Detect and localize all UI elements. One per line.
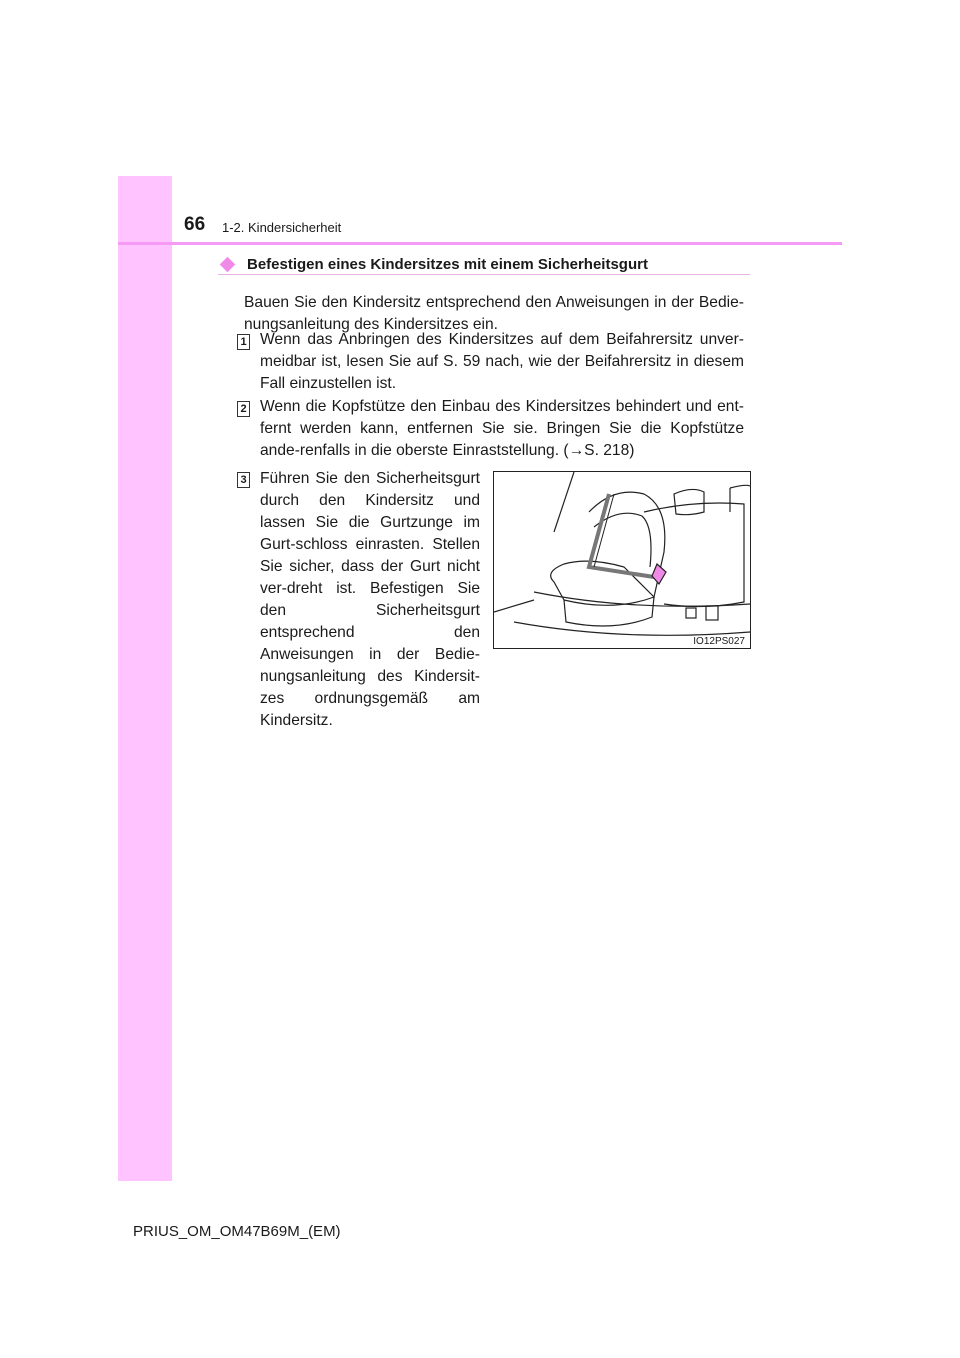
step-number-1: 1 (237, 334, 250, 350)
step-text-3: Führen Sie den Sicherheitsgurt durch den Kindersitz und lassen Sie die Gurtzunge im Gurt-schloss einrasten. Stellen Sie sicher, dass der Gurt nicht ver-dreht ist. Befestigen Sie den Sicherheitsgurt entsprechend den Anweisungen in der Bedie-nungsanleitung des Kindersit-zes ordnungsgemäß am Kindersitz. (260, 470, 480, 729)
page-number: 66 (184, 214, 206, 235)
chapter-title: 1-2. Kindersicherheit (222, 220, 342, 235)
child-seat-drawing (494, 472, 750, 648)
footer-doc-id: PRIUS_OM_OM47B69M_(EM) (133, 1223, 341, 1240)
child-seat-illustration (493, 471, 751, 649)
header-divider (118, 242, 842, 245)
step-number-2: 2 (237, 401, 250, 417)
page-side-tab (118, 176, 172, 1181)
section-heading (218, 254, 750, 275)
step-number-3: 3 (237, 472, 250, 488)
diamond-bullet-icon (220, 256, 236, 272)
intro-paragraph: Bauen Sie den Kindersitz entsprechend den Anweisungen in der Bedie-nungsanleitung des Kindersitzes ein. (244, 294, 744, 333)
figure-code: IO12PS027 (693, 636, 745, 647)
step-text-1: Wenn das Anbringen des Kindersitzes auf dem Beifahrersitz unver-meidbar ist, lesen Sie auf S. 59 nach, wie der Beifahrersitz in diesem Fall einzustellen ist. (260, 331, 744, 392)
section-title: Befestigen eines Kindersitzes mit einem Sicherheitsgurt (247, 255, 648, 273)
step-text-2: Wenn die Kopfstütze den Einbau des Kindersitzes behindert und ent-fernt werden kann, entfernen Sie sie. Bringen Sie die Kopfstütze ande-renfalls in die oberste Einraststellung. (→S. 218) (260, 398, 744, 459)
